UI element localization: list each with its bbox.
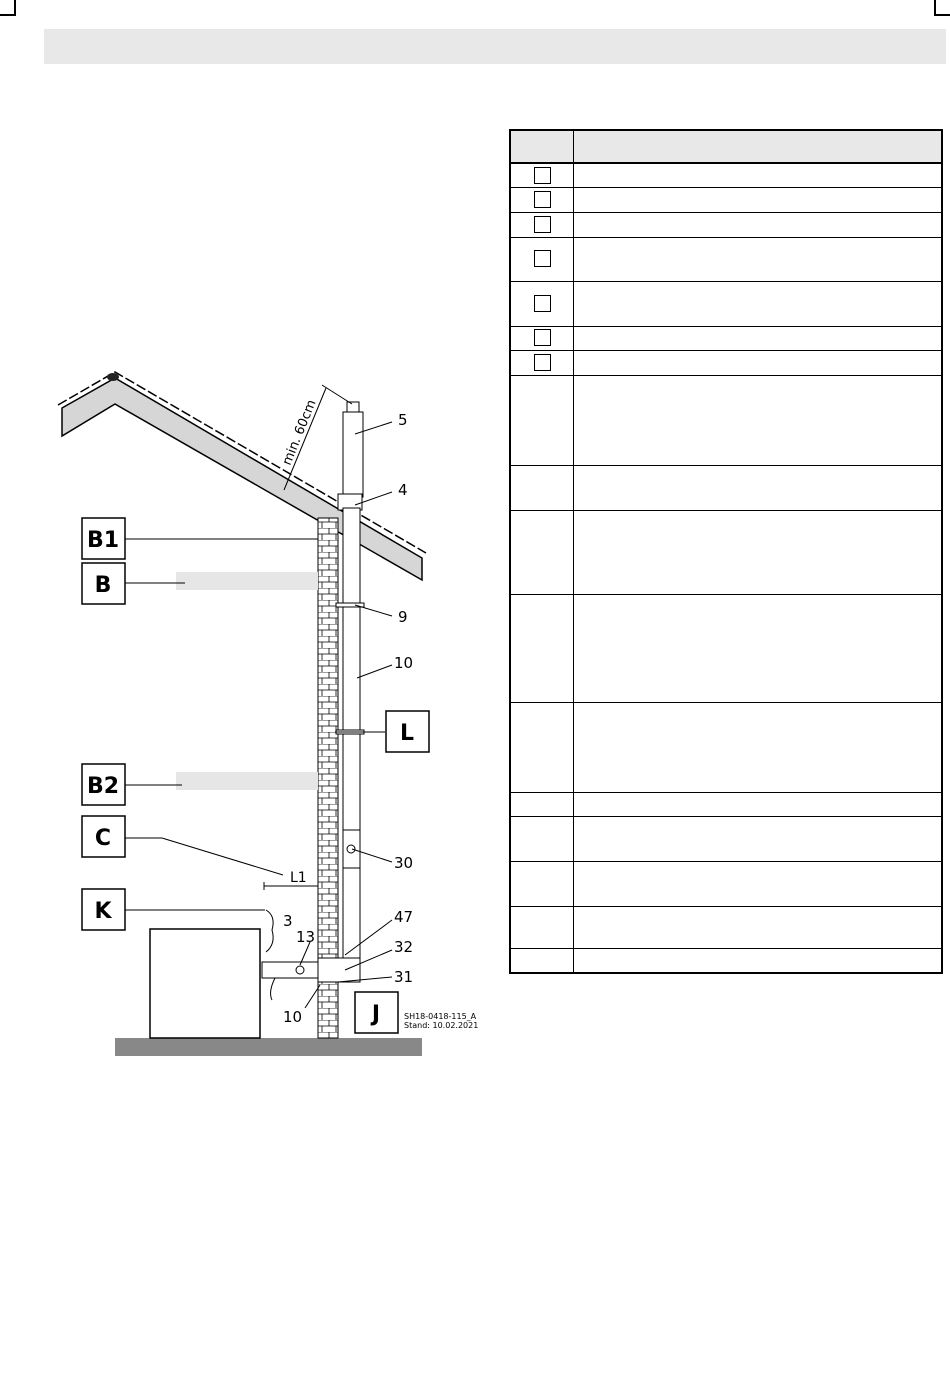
box-b1 xyxy=(82,518,125,559)
connector-pipe xyxy=(262,958,360,1000)
l1-label: L1 xyxy=(290,870,307,886)
table-row xyxy=(510,212,942,237)
table-row xyxy=(510,281,942,326)
callout-31: 31 xyxy=(394,968,414,986)
svg-text:B2: B2 xyxy=(86,774,120,799)
legend-table xyxy=(509,129,943,974)
table-row xyxy=(510,350,942,375)
table-row xyxy=(510,465,942,510)
svg-text:L: L xyxy=(399,721,415,746)
callout-47: 47 xyxy=(394,908,414,926)
callout-10-lower: 10 xyxy=(283,1008,303,1026)
callout-4: 4 xyxy=(398,481,408,499)
floor xyxy=(115,1038,422,1056)
appliance xyxy=(150,929,260,1038)
callout-9: 9 xyxy=(398,608,408,626)
legend-checkbox[interactable] xyxy=(534,329,551,346)
legend-checkbox[interactable] xyxy=(534,167,551,184)
table-row xyxy=(510,792,942,816)
legend-checkbox[interactable] xyxy=(534,354,551,371)
table-row xyxy=(510,948,942,973)
callout-30: 30 xyxy=(394,854,414,872)
table-row xyxy=(510,594,942,702)
legend-checkbox[interactable] xyxy=(534,191,551,208)
drawing-date: Stand: 10.02.2021 xyxy=(404,1021,479,1030)
svg-text:B1: B1 xyxy=(86,528,120,553)
box-j xyxy=(355,992,398,1033)
table-row xyxy=(510,375,942,465)
callout-5: 5 xyxy=(398,411,408,429)
table-row xyxy=(510,906,942,948)
min-distance-label: min. 60cm xyxy=(279,397,320,468)
table-row xyxy=(510,187,942,212)
svg-text:C: C xyxy=(94,826,112,851)
drawing-id: SH18-0418-115_A xyxy=(404,1012,477,1021)
svg-text:J: J xyxy=(371,1002,381,1027)
table-row xyxy=(510,702,942,792)
table-row xyxy=(510,816,942,861)
table-row xyxy=(510,237,942,281)
table-row xyxy=(510,510,942,594)
box-b2 xyxy=(82,764,125,805)
legend-checkbox[interactable] xyxy=(534,250,551,267)
table-row xyxy=(510,326,942,350)
legend-header-col2 xyxy=(574,130,943,163)
min-distance-dimension xyxy=(280,385,352,490)
legend-checkbox[interactable] xyxy=(534,295,551,312)
table-row xyxy=(510,861,942,906)
legend-header-row xyxy=(510,130,942,163)
box-k xyxy=(82,889,125,930)
box-b xyxy=(82,563,125,604)
box-c xyxy=(82,816,125,857)
box-l xyxy=(386,711,429,752)
svg-text:K: K xyxy=(94,899,112,924)
callout-3: 3 xyxy=(283,912,293,930)
ceiling-upper xyxy=(176,572,318,590)
legend-checkbox[interactable] xyxy=(534,216,551,233)
svg-text:B: B xyxy=(94,573,112,598)
callout-10: 10 xyxy=(394,654,414,672)
table-row xyxy=(510,163,942,187)
legend-header-col1 xyxy=(510,130,574,163)
callout-13: 13 xyxy=(296,928,316,946)
flue-pipe xyxy=(336,402,364,968)
callout-32: 32 xyxy=(394,938,414,956)
ceiling-lower xyxy=(176,772,318,790)
